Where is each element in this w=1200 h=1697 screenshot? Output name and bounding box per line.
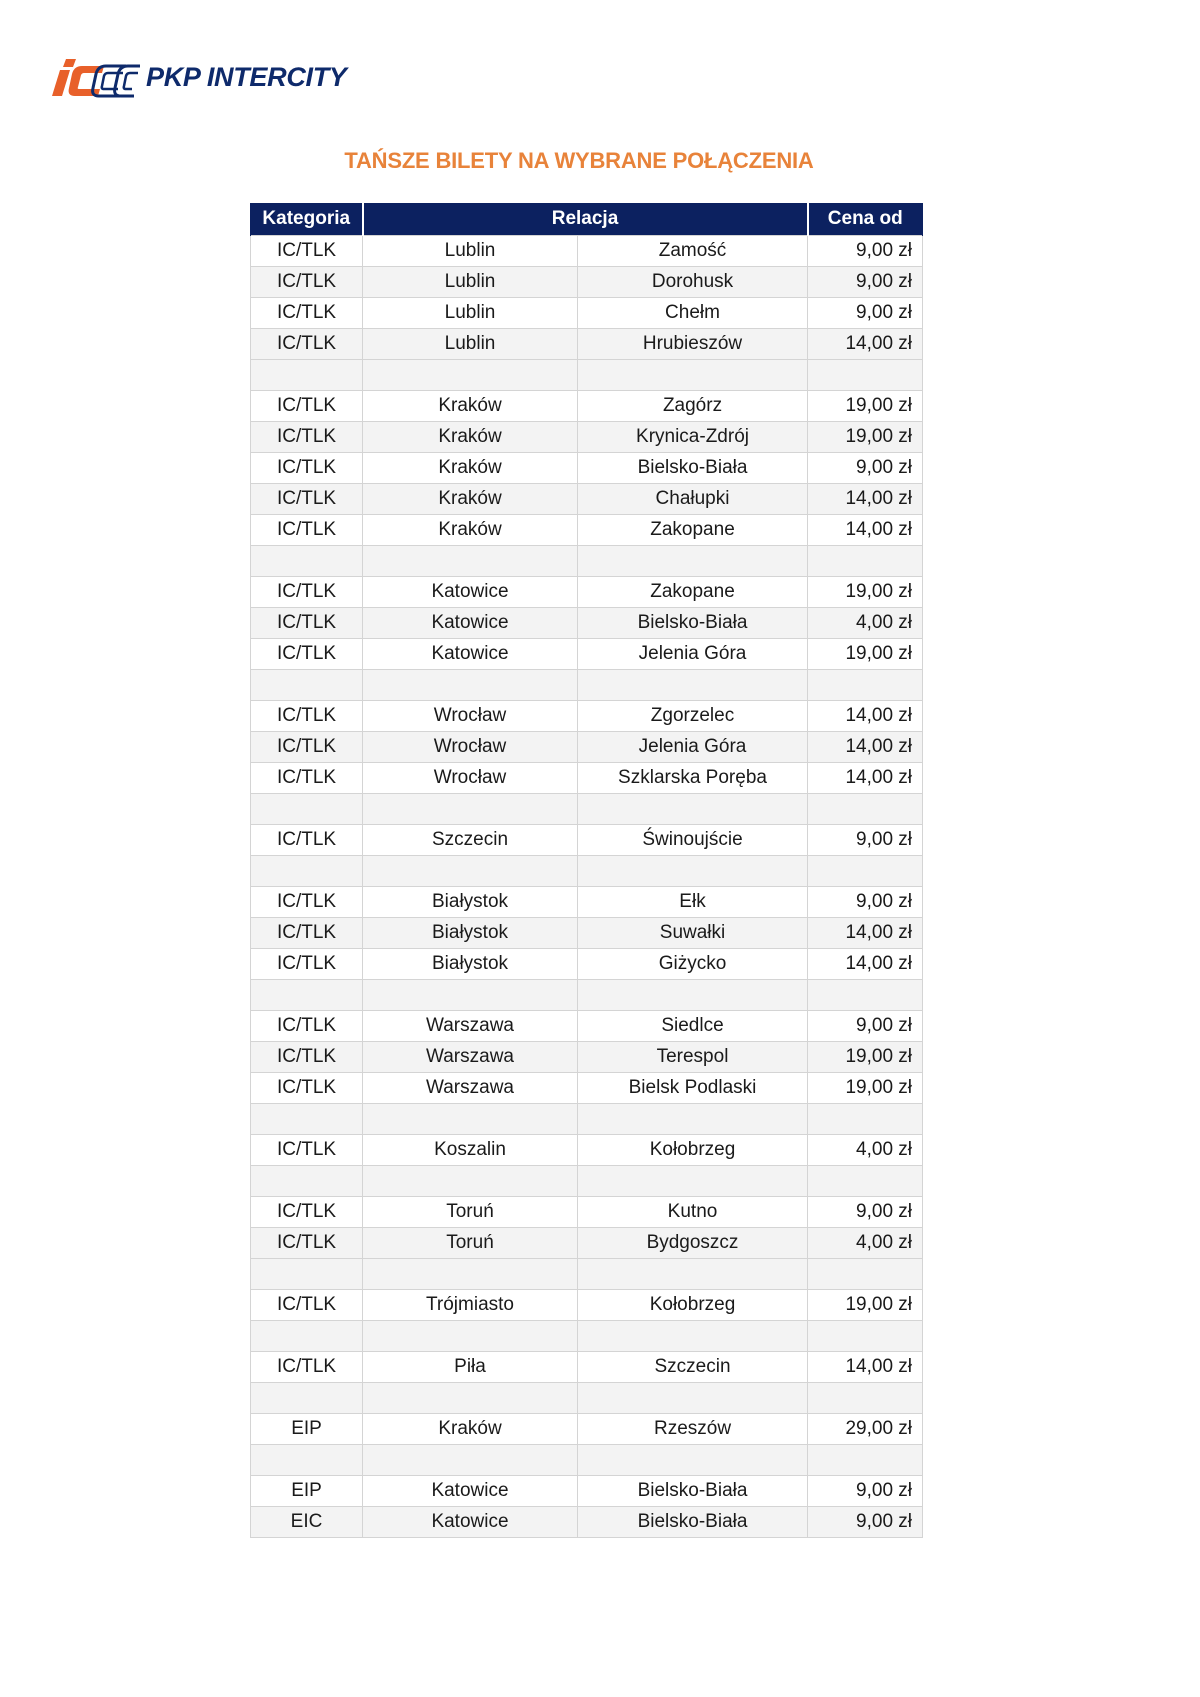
cell-from: Katowice <box>363 1507 578 1538</box>
spacer-cell <box>578 1259 808 1290</box>
cell-from: Lublin <box>363 298 578 329</box>
cell-to: Bydgoszcz <box>578 1228 808 1259</box>
spacer-cell <box>251 794 363 825</box>
cell-to: Zamość <box>578 236 808 267</box>
cell-category: EIC <box>251 1507 363 1538</box>
cell-price: 14,00 zł <box>808 732 923 763</box>
spacer-cell <box>808 1259 923 1290</box>
cell-to: Kołobrzeg <box>578 1135 808 1166</box>
table-row <box>251 763 923 794</box>
table-row <box>251 484 923 515</box>
cell-from: Lublin <box>363 329 578 360</box>
cell-to: Świnoujście <box>578 825 808 856</box>
cell-price: 19,00 zł <box>808 639 923 670</box>
cell-price: 14,00 zł <box>808 701 923 732</box>
cell-category: IC/TLK <box>251 236 363 267</box>
table-row <box>251 1476 923 1507</box>
cell-category: IC/TLK <box>251 918 363 949</box>
spacer-cell <box>808 670 923 701</box>
cell-price: 4,00 zł <box>808 1135 923 1166</box>
cell-price: 19,00 zł <box>808 1042 923 1073</box>
cell-from: Warszawa <box>363 1042 578 1073</box>
cell-from: Katowice <box>363 1476 578 1507</box>
cell-to: Terespol <box>578 1042 808 1073</box>
spacer-cell <box>363 1321 578 1352</box>
spacer-cell <box>578 1321 808 1352</box>
spacer-cell <box>808 360 923 391</box>
cell-to: Zakopane <box>578 515 808 546</box>
spacer-row <box>251 546 923 577</box>
spacer-cell <box>251 1166 363 1197</box>
cell-price: 14,00 zł <box>808 949 923 980</box>
cell-price: 9,00 zł <box>808 298 923 329</box>
cell-category: IC/TLK <box>251 825 363 856</box>
table-row <box>251 1011 923 1042</box>
cell-price: 4,00 zł <box>808 608 923 639</box>
cell-to: Chełm <box>578 298 808 329</box>
cell-category: EIP <box>251 1414 363 1445</box>
spacer-cell <box>363 1383 578 1414</box>
table-row <box>251 949 923 980</box>
spacer-cell <box>808 794 923 825</box>
cell-price: 14,00 zł <box>808 1352 923 1383</box>
cell-to: Bielsko-Biała <box>578 1476 808 1507</box>
spacer-cell <box>808 1321 923 1352</box>
cell-category: IC/TLK <box>251 329 363 360</box>
table-row <box>251 329 923 360</box>
spacer-cell <box>808 1445 923 1476</box>
cell-category: IC/TLK <box>251 298 363 329</box>
table-row <box>251 1135 923 1166</box>
spacer-cell <box>363 856 578 887</box>
cell-price: 19,00 zł <box>808 391 923 422</box>
cell-to: Giżycko <box>578 949 808 980</box>
cell-price: 19,00 zł <box>808 422 923 453</box>
spacer-cell <box>251 1259 363 1290</box>
cell-to: Kołobrzeg <box>578 1290 808 1321</box>
spacer-cell <box>251 670 363 701</box>
cell-from: Warszawa <box>363 1073 578 1104</box>
spacer-cell <box>578 546 808 577</box>
cell-price: 9,00 zł <box>808 825 923 856</box>
cell-price: 9,00 zł <box>808 236 923 267</box>
spacer-cell <box>578 670 808 701</box>
cell-to: Hrubieszów <box>578 329 808 360</box>
spacer-cell <box>363 360 578 391</box>
table-row <box>251 1197 923 1228</box>
table-row <box>251 298 923 329</box>
cell-from: Kraków <box>363 515 578 546</box>
table-row <box>251 1042 923 1073</box>
cell-price: 9,00 zł <box>808 887 923 918</box>
cell-category: IC/TLK <box>251 1042 363 1073</box>
spacer-cell <box>251 360 363 391</box>
cell-to: Siedlce <box>578 1011 808 1042</box>
spacer-cell <box>578 856 808 887</box>
spacer-row <box>251 360 923 391</box>
cell-price: 19,00 zł <box>808 1290 923 1321</box>
cell-category: IC/TLK <box>251 1352 363 1383</box>
table-row <box>251 236 923 267</box>
cell-to: Chałupki <box>578 484 808 515</box>
cell-from: Koszalin <box>363 1135 578 1166</box>
spacer-row <box>251 794 923 825</box>
cell-category: IC/TLK <box>251 949 363 980</box>
cell-from: Wrocław <box>363 701 578 732</box>
table-row <box>251 887 923 918</box>
spacer-cell <box>251 1104 363 1135</box>
header-price: Cena od <box>808 203 923 236</box>
cell-to: Zagórz <box>578 391 808 422</box>
cell-price: 9,00 zł <box>808 267 923 298</box>
spacer-row <box>251 1259 923 1290</box>
spacer-row <box>251 1383 923 1414</box>
cell-from: Toruń <box>363 1228 578 1259</box>
spacer-cell <box>578 1166 808 1197</box>
spacer-cell <box>363 670 578 701</box>
pkp-intercity-logo <box>46 54 347 100</box>
spacer-row <box>251 1104 923 1135</box>
cell-category: IC/TLK <box>251 732 363 763</box>
cell-from: Kraków <box>363 453 578 484</box>
cell-from: Trójmiasto <box>363 1290 578 1321</box>
cell-category: IC/TLK <box>251 1197 363 1228</box>
cell-category: IC/TLK <box>251 1290 363 1321</box>
cell-category: IC/TLK <box>251 422 363 453</box>
cell-from: Kraków <box>363 484 578 515</box>
table-row <box>251 1228 923 1259</box>
cell-to: Szklarska Poręba <box>578 763 808 794</box>
cell-category: IC/TLK <box>251 1135 363 1166</box>
spacer-cell <box>363 1166 578 1197</box>
cell-category: IC/TLK <box>251 267 363 298</box>
header-route: Relacja <box>363 203 808 236</box>
cell-from: Białystok <box>363 949 578 980</box>
cell-to: Bielsko-Biała <box>578 453 808 484</box>
cell-price: 19,00 zł <box>808 577 923 608</box>
spacer-cell <box>578 1104 808 1135</box>
cell-category: IC/TLK <box>251 701 363 732</box>
cell-price: 9,00 zł <box>808 453 923 484</box>
cell-to: Ełk <box>578 887 808 918</box>
cell-category: EIP <box>251 1476 363 1507</box>
spacer-cell <box>578 1383 808 1414</box>
cell-from: Wrocław <box>363 732 578 763</box>
cell-from: Kraków <box>363 1414 578 1445</box>
spacer-cell <box>808 1383 923 1414</box>
cell-to: Bielsko-Biała <box>578 1507 808 1538</box>
spacer-cell <box>363 1104 578 1135</box>
table-row <box>251 391 923 422</box>
spacer-cell <box>578 1445 808 1476</box>
cell-to: Zakopane <box>578 577 808 608</box>
table-header-row <box>251 203 923 236</box>
table-row <box>251 1507 923 1538</box>
cell-category: IC/TLK <box>251 391 363 422</box>
table-row <box>251 1352 923 1383</box>
table-row <box>251 577 923 608</box>
cell-from: Lublin <box>363 236 578 267</box>
spacer-cell <box>578 980 808 1011</box>
cell-category: IC/TLK <box>251 887 363 918</box>
table-row <box>251 825 923 856</box>
cell-to: Dorohusk <box>578 267 808 298</box>
table-row <box>251 267 923 298</box>
brand-name: PKP INTERCITY <box>146 61 347 92</box>
cell-price: 19,00 zł <box>808 1073 923 1104</box>
cell-from: Kraków <box>363 422 578 453</box>
cell-to: Suwałki <box>578 918 808 949</box>
cell-price: 14,00 zł <box>808 763 923 794</box>
spacer-cell <box>363 794 578 825</box>
cell-to: Szczecin <box>578 1352 808 1383</box>
cell-from: Białystok <box>363 918 578 949</box>
cell-from: Kraków <box>363 391 578 422</box>
table-row <box>251 608 923 639</box>
spacer-cell <box>363 1259 578 1290</box>
cell-category: IC/TLK <box>251 639 363 670</box>
spacer-cell <box>363 546 578 577</box>
cell-from: Toruń <box>363 1197 578 1228</box>
spacer-row <box>251 1445 923 1476</box>
table-row <box>251 1290 923 1321</box>
cell-price: 14,00 zł <box>808 329 923 360</box>
spacer-row <box>251 856 923 887</box>
cell-price: 14,00 zł <box>808 484 923 515</box>
cell-to: Zgorzelec <box>578 701 808 732</box>
cell-from: Katowice <box>363 608 578 639</box>
cell-to: Rzeszów <box>578 1414 808 1445</box>
cell-from: Katowice <box>363 639 578 670</box>
cell-price: 14,00 zł <box>808 918 923 949</box>
spacer-cell <box>251 856 363 887</box>
cell-price: 14,00 zł <box>808 515 923 546</box>
cell-category: IC/TLK <box>251 608 363 639</box>
cell-price: 29,00 zł <box>808 1414 923 1445</box>
table-row <box>251 701 923 732</box>
spacer-cell <box>808 980 923 1011</box>
table-row <box>251 1073 923 1104</box>
cell-price: 9,00 zł <box>808 1507 923 1538</box>
price-table <box>250 203 923 1538</box>
spacer-cell <box>578 360 808 391</box>
table-row <box>251 1414 923 1445</box>
cell-price: 4,00 zł <box>808 1228 923 1259</box>
cell-category: IC/TLK <box>251 1228 363 1259</box>
cell-to: Jelenia Góra <box>578 732 808 763</box>
cell-price: 9,00 zł <box>808 1197 923 1228</box>
cell-price: 9,00 zł <box>808 1011 923 1042</box>
header-category: Kategoria <box>251 203 363 236</box>
spacer-cell <box>251 1321 363 1352</box>
table-row <box>251 422 923 453</box>
spacer-cell <box>251 1445 363 1476</box>
spacer-cell <box>251 546 363 577</box>
spacer-row <box>251 1321 923 1352</box>
cell-price: 9,00 zł <box>808 1476 923 1507</box>
cell-from: Szczecin <box>363 825 578 856</box>
table-row <box>251 453 923 484</box>
spacer-cell <box>808 1166 923 1197</box>
spacer-cell <box>251 1383 363 1414</box>
page-title: TAŃSZE BILETY NA WYBRANE POŁĄCZENIA <box>344 148 814 173</box>
table-row <box>251 732 923 763</box>
cell-from: Białystok <box>363 887 578 918</box>
cell-from: Piła <box>363 1352 578 1383</box>
cell-to: Bielsk Podlaski <box>578 1073 808 1104</box>
table-body <box>251 236 923 1538</box>
cell-category: IC/TLK <box>251 453 363 484</box>
cell-category: IC/TLK <box>251 1073 363 1104</box>
cell-category: IC/TLK <box>251 577 363 608</box>
cell-category: IC/TLK <box>251 1011 363 1042</box>
cell-category: IC/TLK <box>251 763 363 794</box>
cell-to: Jelenia Góra <box>578 639 808 670</box>
cell-from: Warszawa <box>363 1011 578 1042</box>
spacer-cell <box>808 856 923 887</box>
ic-logo-icon <box>46 56 140 98</box>
spacer-cell <box>251 980 363 1011</box>
cell-category: IC/TLK <box>251 484 363 515</box>
cell-from: Lublin <box>363 267 578 298</box>
spacer-cell <box>363 980 578 1011</box>
table-row <box>251 515 923 546</box>
cell-to: Bielsko-Biała <box>578 608 808 639</box>
spacer-row <box>251 670 923 701</box>
spacer-row <box>251 1166 923 1197</box>
spacer-cell <box>578 794 808 825</box>
spacer-cell <box>808 1104 923 1135</box>
spacer-cell <box>363 1445 578 1476</box>
cell-to: Kutno <box>578 1197 808 1228</box>
cell-from: Wrocław <box>363 763 578 794</box>
table-row <box>251 639 923 670</box>
cell-to: Krynica-Zdrój <box>578 422 808 453</box>
cell-category: IC/TLK <box>251 515 363 546</box>
spacer-row <box>251 980 923 1011</box>
cell-from: Katowice <box>363 577 578 608</box>
spacer-cell <box>808 546 923 577</box>
table-row <box>251 918 923 949</box>
